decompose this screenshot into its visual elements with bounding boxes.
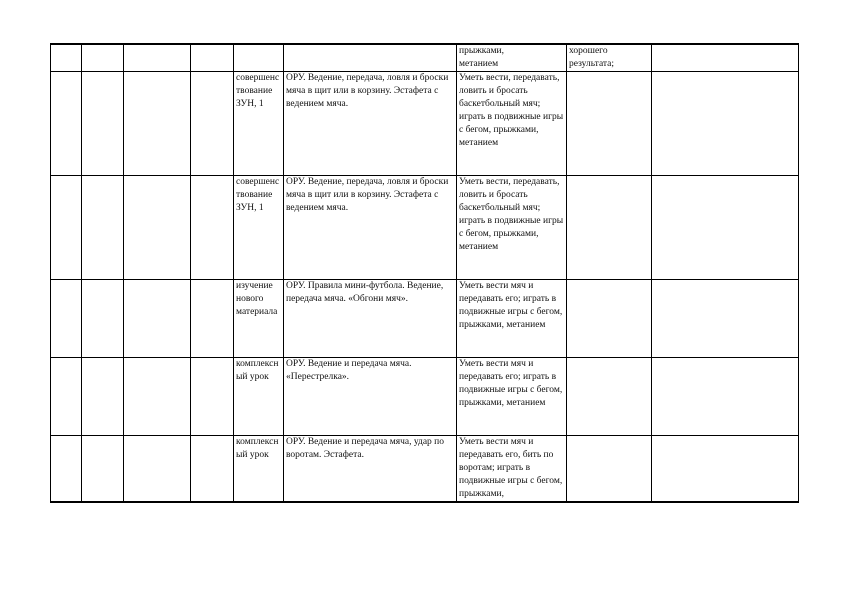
empty-cell [191,358,234,436]
number-cell [51,44,82,72]
empty-cell [652,44,799,72]
result-cell [567,72,652,176]
lesson-type-cell: комплексный урок [234,358,284,436]
empty-cell [191,72,234,176]
lesson-content-cell: ОРУ. Правила мини-футбола. Ведение, передача мяча. «Обгони мяч». [284,280,457,358]
empty-cell [652,436,799,503]
empty-cell [652,176,799,280]
result-cell [567,176,652,280]
lesson-type-cell: комплексный урок [234,436,284,503]
empty-cell [124,436,191,503]
empty-cell [82,436,124,503]
table-row [51,72,799,176]
empty-cell [191,44,234,72]
empty-cell [652,358,799,436]
skills-cell: Уметь вести мяч и передавать его, бить по воротам; играть в подвижные игры с бегом, прыжками, [457,436,567,503]
lesson-content-cell: ОРУ. Ведение, передача, ловля и броски мяча в щит или в корзину. Эстафета с ведением мяча. [284,72,457,176]
lesson-content-cell: ОРУ. Ведение и передача мяча. «Перестрелка». [284,358,457,436]
lesson-type-cell: изучение нового материала [234,280,284,358]
number-cell [51,436,82,503]
number-cell [51,176,82,280]
empty-cell [124,280,191,358]
empty-cell [82,72,124,176]
empty-cell [82,280,124,358]
lesson-content-cell: ОРУ. Ведение, передача, ловля и броски мяча в щит или в корзину. Эстафета с ведением мяча. [284,176,457,280]
number-cell [51,280,82,358]
lesson-content-cell: ОРУ. Ведение и передача мяча, удар по воротам. Эстафета. [284,436,457,503]
lesson-type-cell: совершенствование ЗУН, 1 [234,72,284,176]
empty-cell [124,72,191,176]
empty-cell [191,436,234,503]
empty-cell [124,358,191,436]
empty-cell [191,176,234,280]
skills-cell: Уметь вести мяч и передавать его; играть в подвижные игры с бегом, прыжками, метанием [457,358,567,436]
result-cell [567,280,652,358]
table-row [51,358,799,436]
lesson-content-cell [284,44,457,72]
empty-cell [652,280,799,358]
number-cell [51,358,82,436]
empty-cell [652,72,799,176]
table-row [51,44,799,72]
result-cell: хорошего результата; [567,44,652,72]
result-cell [567,358,652,436]
result-cell [567,436,652,503]
lesson-type-cell: совершенствование ЗУН, 1 [234,176,284,280]
number-cell [51,72,82,176]
skills-cell: Уметь вести, передавать, ловить и бросать баскетбольный мяч; играть в подвижные игры с бегом, прыжками, метанием [457,176,567,280]
empty-cell [82,176,124,280]
skills-cell: прыжками, метанием [457,44,567,72]
empty-cell [82,358,124,436]
table-row [51,436,799,503]
lesson-type-cell [234,44,284,72]
table-row [51,280,799,358]
lesson-plan-table [50,43,799,503]
skills-cell: Уметь вести мяч и передавать его; играть в подвижные игры с бегом, прыжками, метанием [457,280,567,358]
empty-cell [124,44,191,72]
table-row [51,176,799,280]
empty-cell [82,44,124,72]
skills-cell: Уметь вести, передавать, ловить и бросать баскетбольный мяч; играть в подвижные игры с бегом, прыжками, метанием [457,72,567,176]
empty-cell [124,176,191,280]
empty-cell [191,280,234,358]
